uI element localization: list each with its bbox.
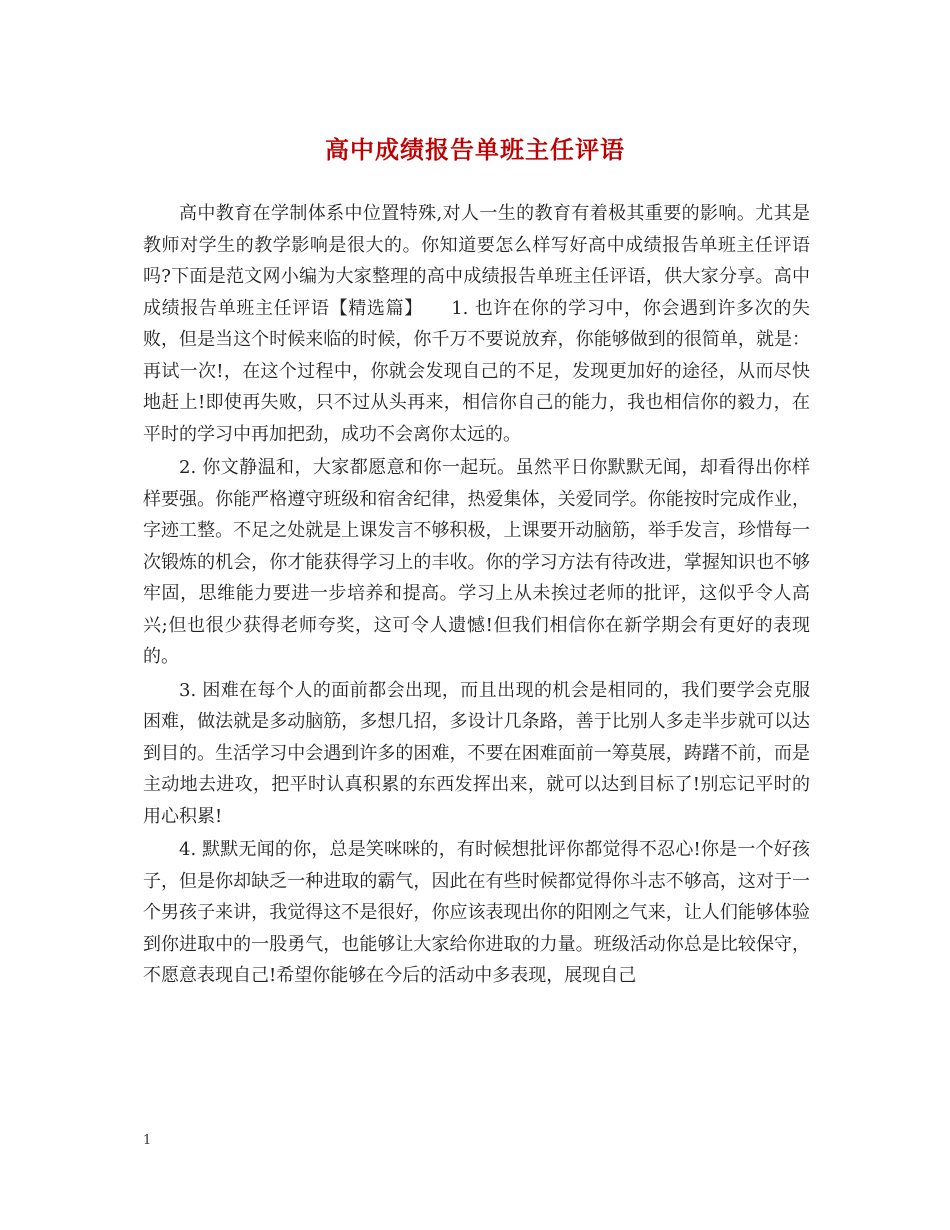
paragraph-3: 3. 困难在每个人的面前都会出现，而且出现的机会是相同的，我们要学会克服困难，做法就是多动脑筋，多想几招，多设计几条路，善于比别人多走半步就可以达到目的。生活学习中会遇到许多的困难，不要在困难面前一筹莫展，踌躇不前，而是主动地去进攻，把平时认真积累的东西发挥出来，就可以达到目标了!别忘记平时的用心积累! (143, 679, 810, 827)
document-body (143, 198, 810, 992)
paragraph-4: 4. 默默无闻的你，总是笑咪咪的，有时候想批评你都觉得不忍心!你是一个好孩子，但是你却缺乏一种进取的霸气，因此在有些时候都觉得你斗志不够高，这对于一个男孩子来讲，我觉得这不是很好，你应该表现出你的阳刚之气来，让人们能够体验到你进取中的一股勇气，也能够让大家给你进取的力量。班级活动你总是比较保守，不愿意表现自己!希望你能够在今后的活动中多表现，展现自己 (143, 839, 810, 986)
paragraph-intro: 高中教育在学制体系中位置特殊,对人一生的教育有着极其重要的影响。尤其是教师对学生的教学影响是很大的。你知道要怎么样写好高中成绩报告单班主任评语吗?下面是范文网小编为大家整理的高中成绩报告单班主任评语，供大家分享。高中成绩报告单班主任评语【精选篇】 1. 也许在你的学习中，你会遇到许多次的失败，但是当这个时候来临的时候，你千万不要说放弃，你能够做到的很简单，就是：再试一次!，在这个过程中，你就会发现自己的不足，发现更加好的途径，从而尽快地赶上!即使再失败，只不过从头再来，相信你自己的能力，我也相信你的毅力，在平时的学习中再加把劲，成功不会离你太远的。 (143, 203, 810, 445)
paragraph-2: 2. 你文静温和，大家都愿意和你一起玩。虽然平日你默默无闻，却看得出你样样要强。你能严格遵守班级和宿舍纪律，热爱集体，关爱同学。你能按时完成作业，字迹工整。不足之处就是上课发言不够积极，上课要开动脑筋，举手发言，珍惜每一次锻炼的机会，你才能获得学习上的丰收。你的学习方法有待改进，掌握知识也不够牢固，思维能力要进一步培养和提高。学习上从未挨过老师的批评，这似乎令人高兴;但也很少获得老师夸奖，这可令人遗憾!但我们相信你在新学期会有更好的表现的。 (143, 457, 810, 667)
document-title: 高中成绩报告单班主任评语 (325, 135, 625, 164)
page-number: 1 (143, 1133, 152, 1148)
